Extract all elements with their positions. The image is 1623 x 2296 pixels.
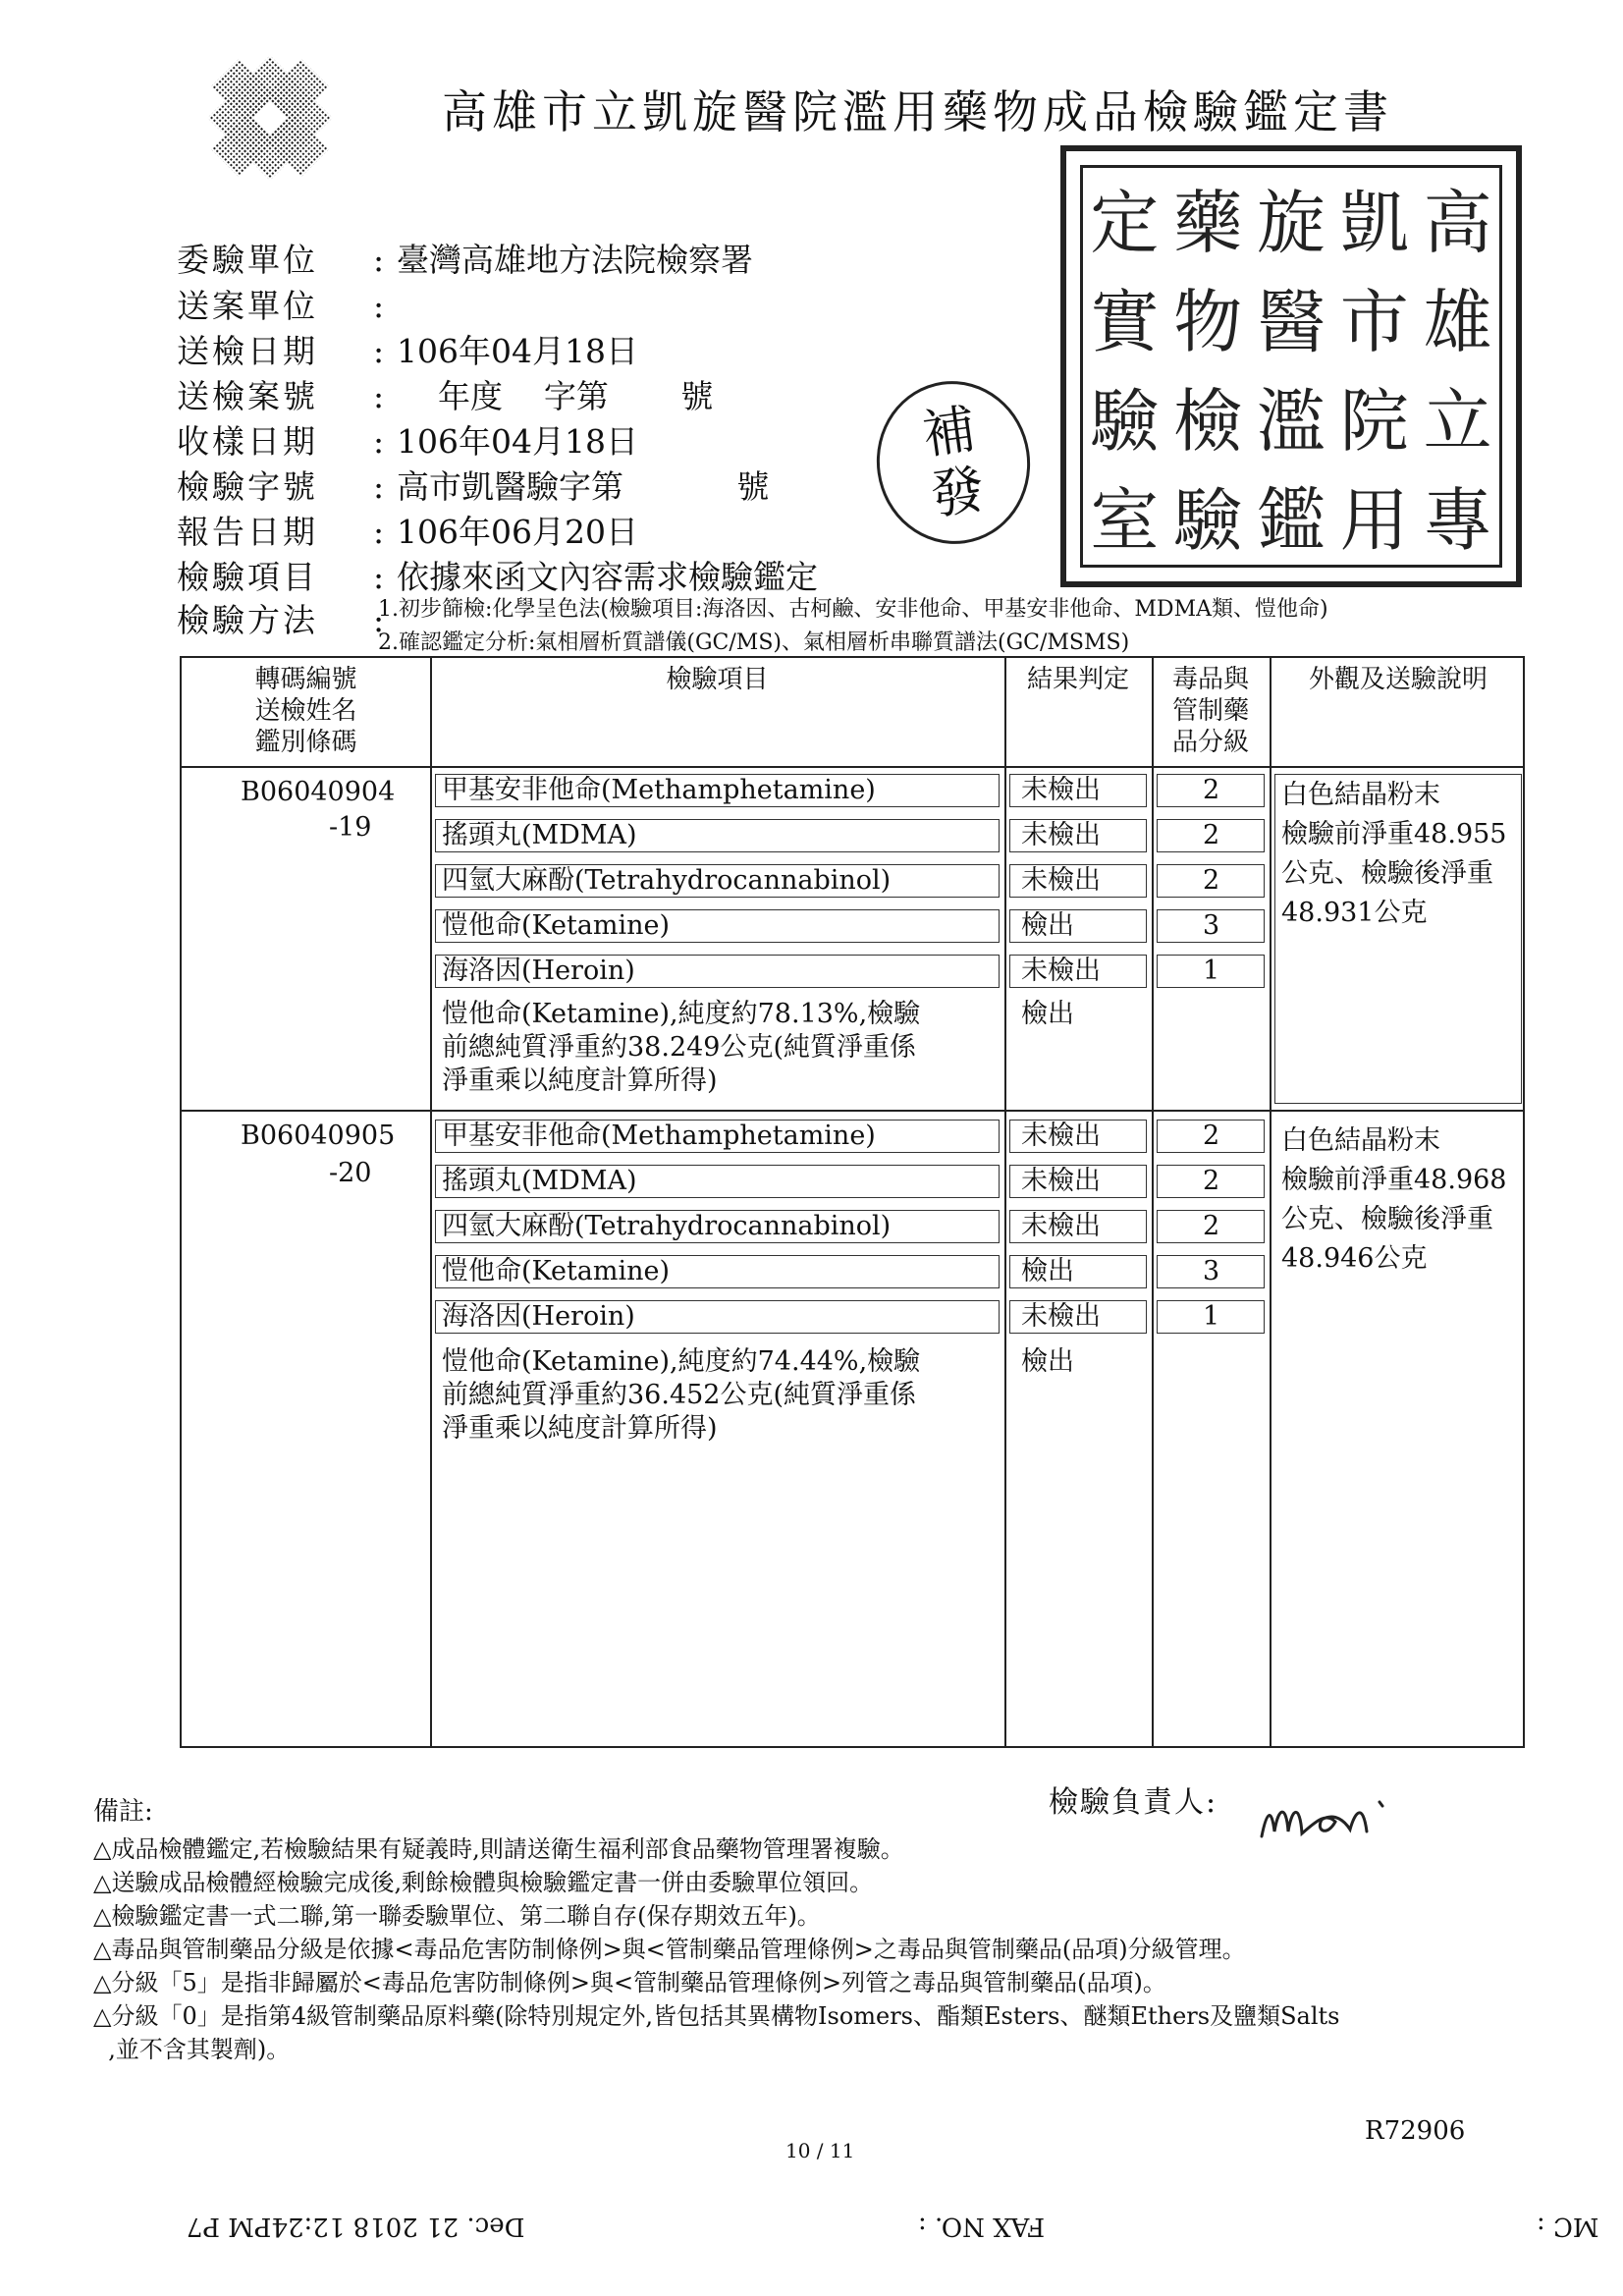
field-case-number: 送檢案號 : 年度 字第 號 bbox=[177, 377, 714, 415]
header-appearance: 外觀及送驗說明 bbox=[1308, 665, 1488, 694]
field-value: 臺灣高雄地方法院檢察署 bbox=[397, 241, 753, 279]
field-value: 106年04月18日 bbox=[397, 332, 638, 370]
field-label: 檢驗方法 bbox=[177, 601, 318, 639]
field-label: 檢驗字號 bbox=[177, 467, 318, 506]
result: 未檢出 bbox=[1021, 956, 1101, 986]
note-line: △檢驗鑑定書一式二聯,第一聯委驗單位、第二聯自存(保存期效五年)。 bbox=[93, 1902, 821, 1930]
sample-code: B06040904 bbox=[241, 777, 396, 807]
note-line: △送驗成品檢體經檢驗完成後,剩餘檢體與檢驗鑑定書一併由委驗單位領回。 bbox=[93, 1869, 874, 1896]
sample-suffix: -19 bbox=[329, 812, 372, 843]
class-level: 1 bbox=[1203, 956, 1220, 986]
inspector-label: 檢驗負責人: bbox=[1049, 1785, 1218, 1820]
official-seal: 定 藥 旋 凱 高 實 物 醫 市 雄 驗 檢 濫 院 立 室 驗 鑑 用 專 bbox=[1060, 145, 1522, 587]
header-result: 結果判定 bbox=[1026, 665, 1129, 694]
notes-title: 備註: bbox=[93, 1797, 153, 1827]
class-level: 3 bbox=[1203, 910, 1220, 941]
field-value: 高市凱醫驗字第 號 bbox=[397, 467, 770, 506]
test-item: 甲基安非他命(Methamphetamine) bbox=[442, 775, 876, 805]
appearance-note: 白色結晶粉末 檢驗前淨重48.955 公克、檢驗後淨重 48.931公克 bbox=[1281, 780, 1507, 928]
stamp-char: 發 bbox=[927, 458, 989, 527]
test-item: 海洛因(Heroin) bbox=[442, 1301, 635, 1332]
field-submitting-unit: 送案單位 : bbox=[177, 287, 385, 325]
fax-edge-mark: MC : bbox=[1537, 2212, 1599, 2241]
header-classification: 毒品與 管制藥 品分級 bbox=[1171, 665, 1249, 757]
field-label: 報告日期 bbox=[177, 513, 318, 551]
class-level: 2 bbox=[1203, 1166, 1220, 1196]
fax-number-label: FAX NO. : bbox=[918, 2212, 1046, 2241]
result: 未檢出 bbox=[1021, 865, 1101, 896]
class-level: 2 bbox=[1203, 820, 1220, 850]
field-test-method: 檢驗方法 : bbox=[177, 601, 385, 639]
class-level: 2 bbox=[1203, 865, 1220, 896]
sample-code: B06040905 bbox=[241, 1121, 396, 1151]
header-code: 轉碼編號 送檢姓名 鑑別條碼 bbox=[254, 665, 357, 757]
results-table bbox=[180, 656, 1525, 1748]
field-label: 送檢案號 bbox=[177, 377, 318, 415]
sample-suffix: -20 bbox=[329, 1158, 372, 1188]
result: 檢出 bbox=[1021, 910, 1074, 941]
note-line: △分級「5」是指非歸屬於<毒品危害防制條例>與<管制藥品管理條例>列管之毒品與管制藥品(品項)。 bbox=[93, 1969, 1166, 1996]
purity-note: 愷他命(Ketamine),純度約74.44%,檢驗 前總純質淨重約36.452公克(純質淨重係 淨重乘以純度計算所得) bbox=[442, 1346, 921, 1444]
field-label: 檢驗項目 bbox=[177, 558, 318, 596]
header-test-item: 檢驗項目 bbox=[666, 665, 769, 694]
class-level: 3 bbox=[1203, 1256, 1220, 1286]
result: 未檢出 bbox=[1021, 820, 1101, 850]
field-test-number: 檢驗字號 : 高市凱醫驗字第 號 bbox=[177, 467, 770, 506]
result: 檢出 bbox=[1021, 1256, 1074, 1286]
field-receipt-date: 收樣日期 : 106年04月18日 bbox=[177, 422, 638, 461]
reissue-stamp bbox=[866, 371, 1041, 554]
class-level: 2 bbox=[1203, 1121, 1220, 1151]
class-level: 1 bbox=[1203, 1301, 1220, 1332]
document-title: 高雄市立凱旋醫院濫用藥物成品檢驗鑑定書 bbox=[442, 85, 1393, 138]
page-number: 10 / 11 bbox=[785, 2139, 855, 2162]
field-test-items: 檢驗項目 : 依據來函文內容需求檢驗鑑定 bbox=[177, 558, 818, 596]
field-value: 年度 字第 號 bbox=[397, 377, 714, 415]
document-code: R72906 bbox=[1365, 2116, 1466, 2146]
test-item: 海洛因(Heroin) bbox=[442, 956, 635, 986]
result: 未檢出 bbox=[1021, 775, 1101, 805]
test-item: 四氫大麻酚(Tetrahydrocannabinol) bbox=[442, 1211, 892, 1241]
result: 檢出 bbox=[1021, 999, 1074, 1029]
result: 未檢出 bbox=[1021, 1121, 1101, 1151]
result: 未檢出 bbox=[1021, 1211, 1101, 1241]
class-level: 2 bbox=[1203, 775, 1220, 805]
test-item: 愷他命(Ketamine) bbox=[442, 1256, 671, 1286]
test-methods bbox=[378, 593, 1328, 660]
inspector-signature bbox=[1257, 1782, 1404, 1851]
test-item: 搖頭丸(MDMA) bbox=[442, 1166, 637, 1196]
note-line: △分級「0」是指第4級管制藥品原料藥(除特別規定外,皆包括其異構物Isomers、酯類Esters、醚類Ethers及鹽類Salts bbox=[93, 2002, 1340, 2030]
appearance-note: 白色結晶粉末 檢驗前淨重48.968 公克、檢驗後淨重 48.946公克 bbox=[1281, 1125, 1507, 1274]
method-line: 2.確認鑑定分析:氣相層析質譜儀(GC/MS)、氣相層析串聯質譜法(GC/MSMS) bbox=[378, 630, 1130, 655]
result: 未檢出 bbox=[1021, 1301, 1101, 1332]
test-item: 愷他命(Ketamine) bbox=[442, 910, 671, 941]
test-item: 搖頭丸(MDMA) bbox=[442, 820, 637, 850]
field-label: 收樣日期 bbox=[177, 422, 318, 461]
note-line: △毒品與管制藥品分級是依據<毒品危害防制條例>與<管制藥品管理條例>之毒品與管制藥品(品項)分級管理。 bbox=[93, 1936, 1246, 1963]
field-label: 送案單位 bbox=[177, 287, 318, 325]
method-line: 1.初步篩檢:化學呈色法(檢驗項目:海洛因、古柯鹼、安非他命、甲基安非他命、MDMA類、愷他命) bbox=[378, 597, 1328, 622]
result: 檢出 bbox=[1021, 1346, 1074, 1377]
stamp-char: 補 bbox=[918, 397, 980, 466]
note-line: △成品檢體鑑定,若檢驗結果有疑義時,則請送衛生福利部食品藥物管理署複驗。 bbox=[93, 1835, 904, 1863]
note-line: ,並不含其製劑)。 bbox=[93, 2036, 291, 2063]
field-report-date: 報告日期 : 106年06月20日 bbox=[177, 513, 638, 551]
class-level: 2 bbox=[1203, 1211, 1220, 1241]
field-commissioning-unit: 委驗單位 : 臺灣高雄地方法院檢察署 bbox=[177, 241, 753, 279]
field-label: 委驗單位 bbox=[177, 241, 318, 279]
test-item: 甲基安非他命(Methamphetamine) bbox=[442, 1121, 876, 1151]
purity-note: 愷他命(Ketamine),純度約78.13%,檢驗 前總純質淨重約38.249公克(純質淨重係 淨重乘以純度計算所得) bbox=[442, 999, 921, 1096]
fax-timestamp: Dec. 21 2018 12:24PM P7 bbox=[187, 2212, 525, 2241]
field-value: 106年04月18日 bbox=[397, 422, 638, 461]
result: 未檢出 bbox=[1021, 1166, 1101, 1196]
field-value: 依據來函文內容需求檢驗鑑定 bbox=[397, 558, 818, 596]
field-value: 106年06月20日 bbox=[397, 513, 638, 551]
hospital-logo bbox=[196, 44, 344, 191]
test-item: 四氫大麻酚(Tetrahydrocannabinol) bbox=[442, 865, 892, 896]
field-submission-date: 送檢日期 : 106年04月18日 bbox=[177, 332, 638, 370]
field-label: 送檢日期 bbox=[177, 332, 318, 370]
